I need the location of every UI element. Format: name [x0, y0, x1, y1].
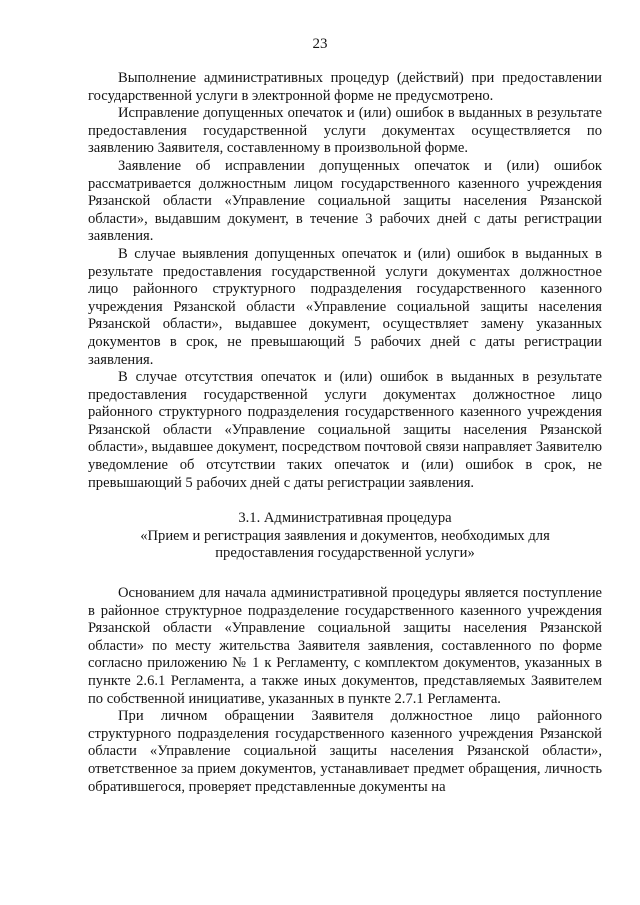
- paragraph-basis: Основанием для начала административной процедуры является поступление в районное структурное подразделение государственного казенного учреждения Рязанской области «Управление социальной защиты населения Рязанской области» по месту жительства Заявителя заявления, составленного по форме согласно приложению № 1 к Регламенту, с комплектом документов, указанных в пункте 2.6.1 Регламента, а также иных документов, представляемых Заявителем по собственной инициативе, указанных в пункте 2.7.1 Регламента.: [88, 585, 602, 707]
- paragraph-errors-found: В случае выявления допущенных опечаток и (или) ошибок в выданных в результате предоставления государственной услуги документах должностное лицо районного структурного подразделения государственного казенного учреждения Рязанской области «Управление социальной защиты населения Рязанской области», выдавшее документ, осуществляет замену указанных документов в срок, не превышающий 5 рабочих дней с даты регистрации заявления.: [88, 245, 602, 368]
- document-body: [88, 70, 602, 796]
- section-heading: [88, 510, 602, 563]
- paragraph-electronic-form: Выполнение административных процедур (действий) при предоставлении государственной услуги в электронной форме не предусмотрено.: [88, 70, 602, 104]
- section-subtitle-line2: предоставления государственной услуги»: [215, 545, 475, 562]
- paragraph-personal-visit: При личном обращении Заявителя должностное лицо районного структурного подразделения государственного казенного учреждения Рязанской области «Управление социальной защиты населения Рязанской области», ответственное за прием документов, устанавливает предмет обращения, личность обратившегося, проверяет представленные документы на: [88, 708, 602, 795]
- paragraph-no-errors: В случае отсутствия опечаток и (или) ошибок в выданных в результате предоставления государственной услуги документах должностное лицо районного структурного подразделения государственного казенного учреждения Рязанской области «Управление социальной защиты населения Рязанской области», выдавшее документ, посредством почтовой связи направляет Заявителю уведомление об отсутствии таких опечаток и (или) ошибок в срок, не превышающий 5 рабочих дней с даты регистрации заявления.: [88, 369, 602, 491]
- paragraph-correction-review: Заявление об исправлении допущенных опечаток и (или) ошибок рассматривается должностным лицом государственного казенного учреждения Рязанской области «Управление социальной защиты населения Рязанской области», выдавшим документ, в течение 3 рабочих дней с даты регистрации заявления.: [88, 157, 602, 245]
- paragraph-correction-request: Исправление допущенных опечаток и (или) ошибок в выданных в результате предоставления государственной услуги документах осуществляется по заявлению Заявителя, составленному в произвольной форме.: [88, 105, 602, 157]
- section-title: 3.1. Административная процедура: [238, 510, 452, 527]
- page-number: 23: [312, 36, 328, 52]
- section-subtitle-line1: «Прием и регистрация заявления и документов, необходимых для: [140, 527, 550, 544]
